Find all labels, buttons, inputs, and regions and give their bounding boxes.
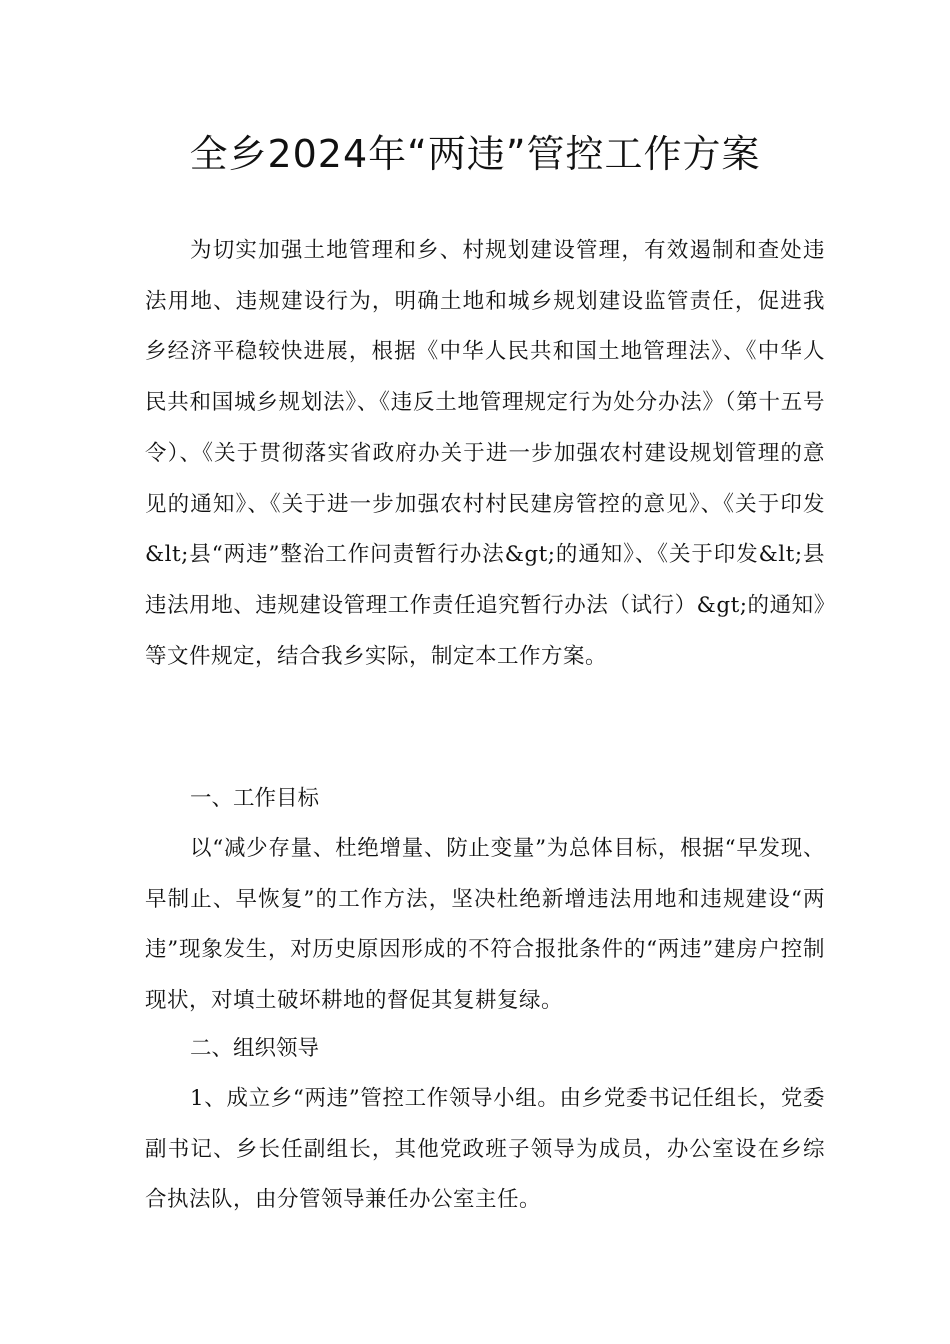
section-heading-organization: 二、组织领导 — [190, 1036, 320, 1061]
goals-paragraph: 以“减少存量、杜绝增量、防止变量”为总体目标，根据“早发现、早制止、早恢复”的工作方法，坚决杜绝新增违法用地和违规建设“两违”现象发生，对历史原因形成的不符合报批条件的“两违”建房户控制现状，对填土破坏耕地的督促其复耕复绿。 — [145, 836, 825, 1014]
intro-paragraph: 为切实加强土地管理和乡、村规划建设管理，有效遏制和查处违法用地、违规建设行为，明确土地和城乡规划建设监管责任，促进我乡经济平稳较快进展，根据《中华人民共和国土地管理法》、《中华人民共和国城乡规划法》、《违反土地管理规定行为处分办法》（第十五号令）、《关于贯彻落实省政府办关于进一步加强农村建设规划管理的意见的通知》、《关于进一步加强农村村民建房管控的意见》、《关于印发&lt;县“两违”整治工作问责暂行办法&gt;的通知》、《关于印发&lt;县违法用地、违规建设管理工作责任追究暂行办法（试行）&gt;的通知》等文件规定，结合我乡实际，制定本工作方案。 — [145, 238, 825, 669]
document-title: 全乡2024年“两违”管控工作方案 — [189, 132, 761, 176]
section-heading-goals: 一、工作目标 — [190, 786, 320, 811]
organization-paragraph: 1、成立乡“两违”管控工作领导小组。由乡党委书记任组长，党委副书记、乡长任副组长，其他党政班子领导为成员，办公室设在乡综合执法队，由分管领导兼任办公室主任。 — [145, 1086, 825, 1213]
